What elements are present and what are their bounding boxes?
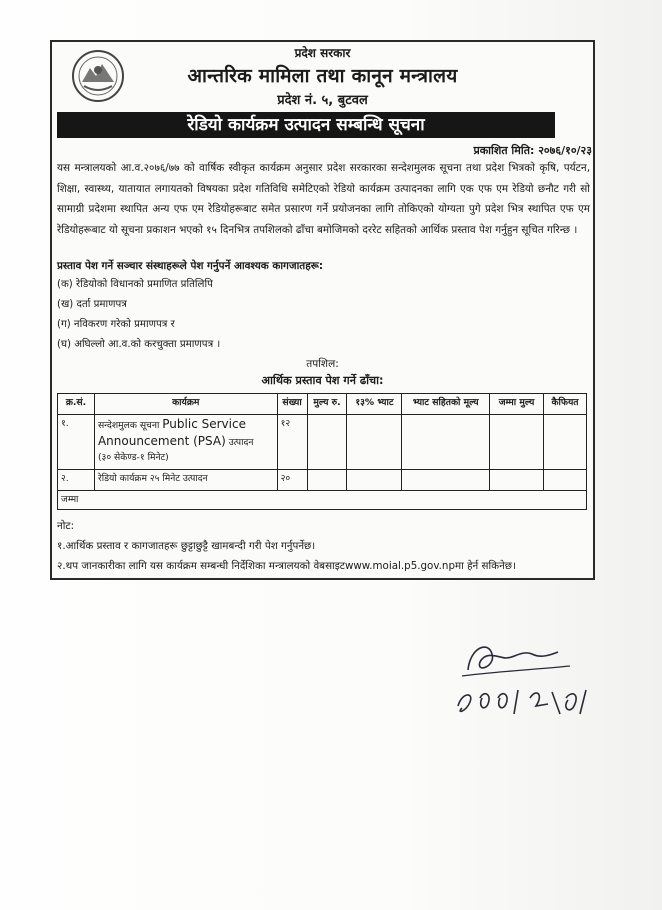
requirement-item: (क) रेडियोको विधानको प्रमाणित प्रतिलिपि xyxy=(57,279,213,290)
empty-cell xyxy=(490,470,544,491)
column-header: कैफियत xyxy=(544,394,587,415)
column-header: कार्यक्रम xyxy=(94,394,277,415)
details-heading: तपशिल: xyxy=(306,358,339,370)
column-header: क्र.सं. xyxy=(58,394,95,415)
handwritten-signature xyxy=(440,628,600,728)
row-program: रेडियो कार्यक्रम २५ मिनेट उत्पादन xyxy=(94,470,277,491)
notes-label: नोट: xyxy=(57,520,75,532)
financial-proposal-table xyxy=(57,393,587,510)
government-name: प्रदेश सरकार xyxy=(294,46,351,60)
table-row xyxy=(58,415,587,470)
table-row xyxy=(58,470,587,491)
notice-body: यस मन्त्रालयको आ.व.२०७६/७७ को वार्षिक स्वीकृत कार्यक्रम अनुसार प्रदेश सरकारका सन्देशमुलक सूचना तथा प्रदेश भित्रको कृषि, पर्यटन, शिक्षा, स्वास्थ्य, यातायात लगायतको विषयका प्रदेश गतिविधि समेटिएको रेडियो कार्यक्रम उत्पादनका लागि एक एफ एम रेडियो छनौट गरी सो सामाग्री प्रदेशमा स्थापित अन्य एफ एम रेडियोहरूबाट समेत प्रसारण गर्ने प्रयोजनका लागि तोकिएको योग्यता पुगे प्रदेश भित्र स्थापित एफ एम रेडियोहरूबाट यो सूचना प्रकाशन भएको १५ दिनभित्र तपशिलको ढाँचा बमोजिमको दररेट सहितको आर्थिक प्रस्ताव पेश गर्नुहुन सूचित गरिन्छ । xyxy=(57,162,590,236)
empty-cell xyxy=(347,415,402,470)
note-item: १.आर्थिक प्रस्ताव र कागजातहरू छुट्टाछुट्टै खामबन्दी गरी पेश गर्नुपर्नेछ। xyxy=(57,540,316,552)
table-header-row xyxy=(58,394,587,415)
column-header: संख्या xyxy=(277,394,307,415)
program-name-en: Public Service Announcement (PSA) xyxy=(97,417,246,448)
column-header: १३% भ्याट xyxy=(347,394,402,415)
requirements-list xyxy=(57,275,220,355)
ministry-location: प्रदेश नं. ५, बुटवल xyxy=(277,93,368,108)
notice-title: रेडियो कार्यक्रम उत्पादन सम्बन्धि सूचना xyxy=(57,112,555,138)
notes-section xyxy=(57,516,592,576)
empty-cell xyxy=(490,415,544,470)
row-serial: २. xyxy=(58,470,95,491)
row-serial: १. xyxy=(58,415,95,470)
requirement-item: (ख) दर्ता प्रमाणपत्र xyxy=(57,299,127,310)
empty-cell xyxy=(347,470,402,491)
table-title: आर्थिक प्रस्ताव पेश गर्ने ढाँचा: xyxy=(261,374,384,387)
row-count: २० xyxy=(277,470,307,491)
column-header: भ्याट सहितको मूल्य xyxy=(402,394,490,415)
program-detail: (३० सेकेण्ड-१ मिनेट) xyxy=(97,452,169,463)
published-date: प्रकाशित मिति: २०७६/१०/२३ xyxy=(473,144,592,157)
total-label: जम्मा xyxy=(58,491,587,510)
requirement-item: (ग) नविकरण गरेको प्रमाणपत्र र xyxy=(57,319,175,330)
note-item: २.थप जानकारीका लागि यस कार्यक्रम सम्बन्धी निर्देशिका मन्त्रालयको वेबसाइटwww.moial.p5.gov.npमा हेर्न सकिनेछ। xyxy=(57,560,516,572)
row-program xyxy=(94,415,277,470)
column-header: जम्मा मुल्य xyxy=(490,394,544,415)
table-total-row xyxy=(58,491,587,510)
requirements-title: प्रस्ताव पेश गर्ने सञ्चार संस्थाहरूले पेश गर्नुपर्ने आवश्यक कागजातहरू: xyxy=(57,260,323,272)
empty-cell xyxy=(307,470,347,491)
program-name-np: सन्देशमुलक सूचना xyxy=(97,420,160,431)
row-count: १२ xyxy=(277,415,307,470)
empty-cell xyxy=(307,415,347,470)
column-header: मुल्य रु. xyxy=(307,394,347,415)
empty-cell xyxy=(544,470,587,491)
ministry-name: आन्तरिक मामिला तथा कानून मन्त्रालय xyxy=(187,65,458,87)
program-name-tail: उत्पादन xyxy=(228,437,254,448)
empty-cell xyxy=(544,415,587,470)
requirement-item: (घ) अघिल्लो आ.व.को करचुक्ता प्रमाणपत्र । xyxy=(57,339,221,350)
empty-cell xyxy=(402,415,490,470)
empty-cell xyxy=(402,470,490,491)
